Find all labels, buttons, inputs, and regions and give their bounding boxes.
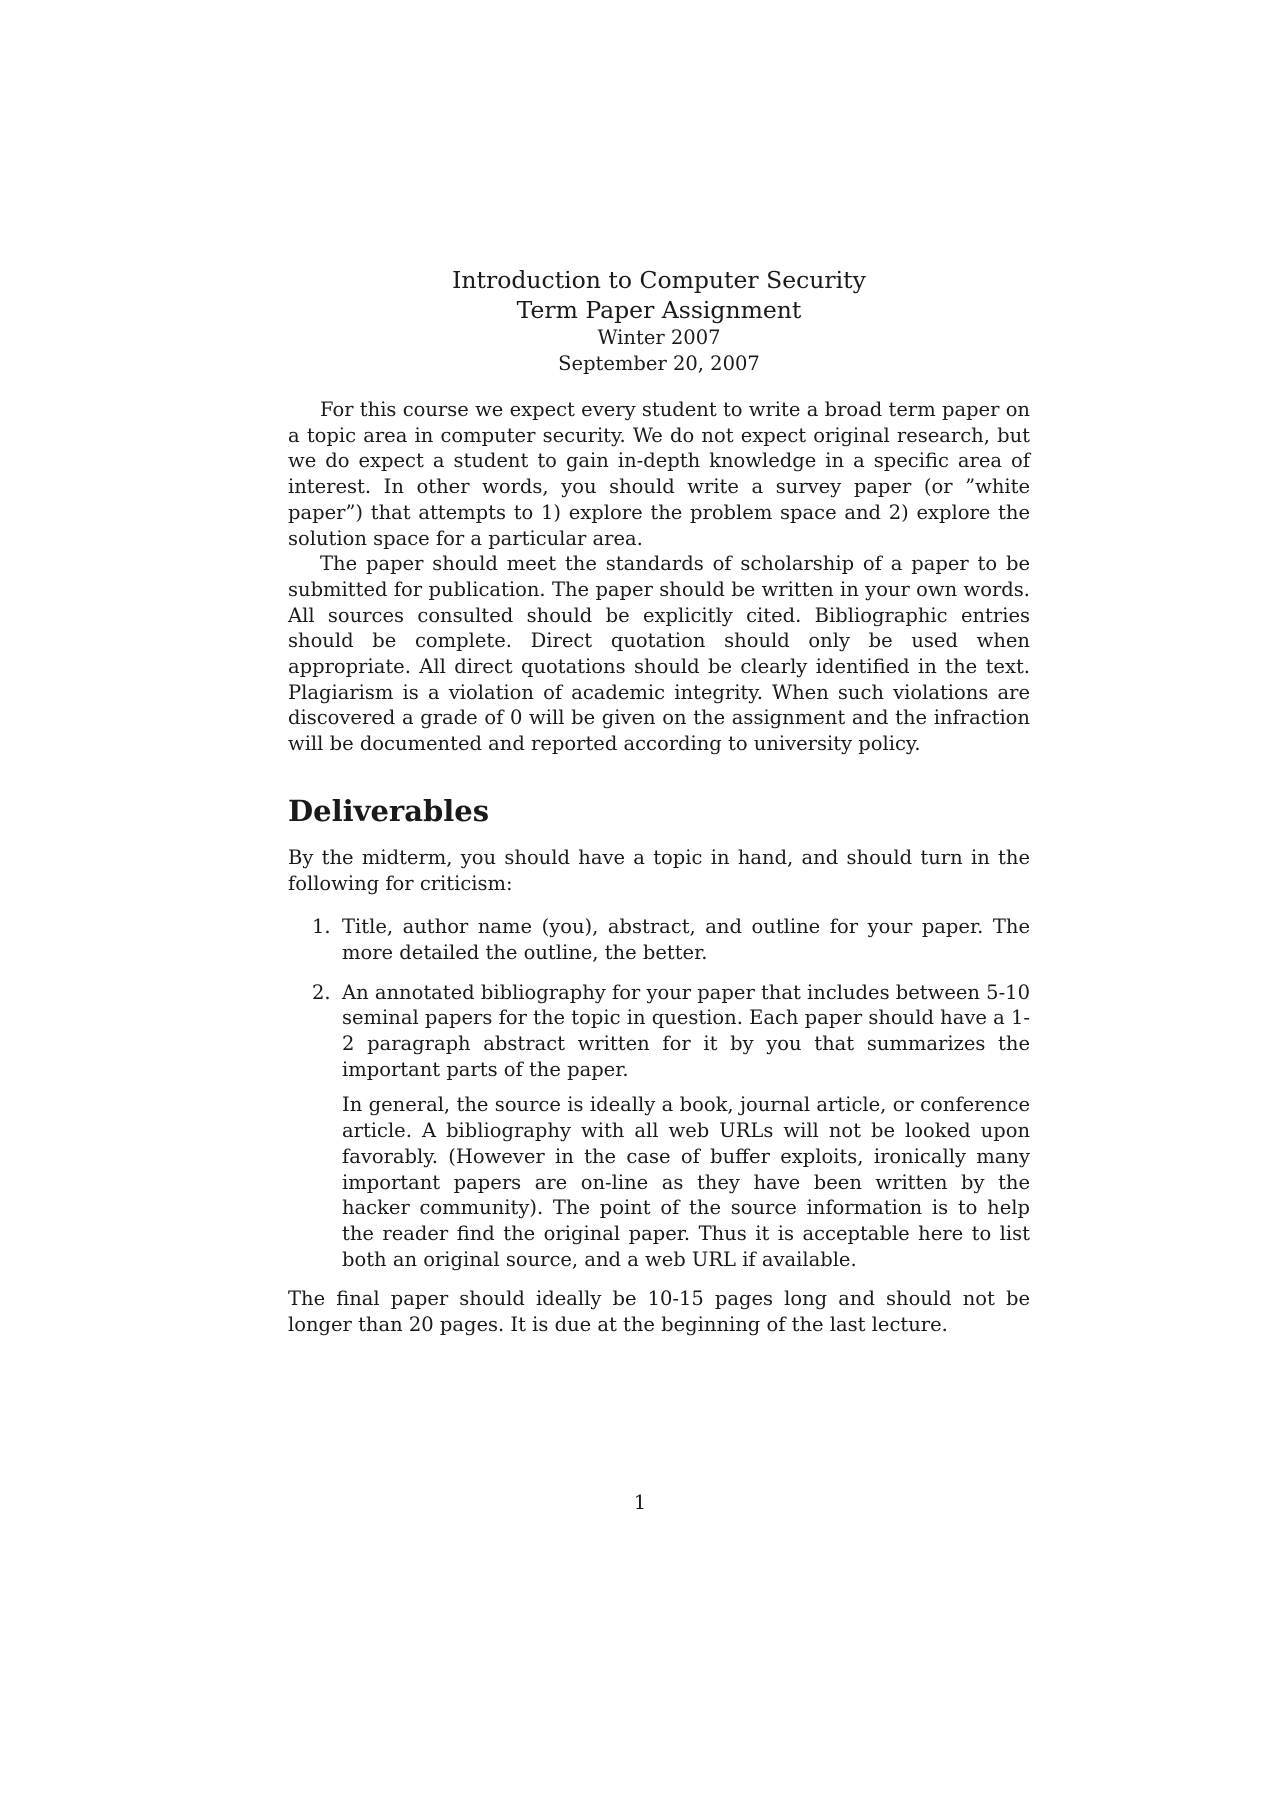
- list-item-subparagraph: In general, the source is ideally a book, journal article, or conference article. A bibliography with all web URLs will not be looked upon favorably. (However in the case of buffer exploits, ironically many important papers are on-line as they have been written by the hacker community). The point of the source information is to help the reader find the original paper. Thus it is acceptable here to list both an original source, and a web URL if available.: [342, 1093, 1030, 1271]
- list-item: [312, 980, 1030, 1273]
- date: September 20, 2007: [558, 352, 760, 375]
- list-item: [312, 914, 1030, 965]
- deliverables-list: [288, 914, 1030, 1272]
- page-number: 1: [633, 1491, 647, 1514]
- deliverables-lead: By the midterm, you should have a topic in hand, and should turn in the following for criticism:: [288, 845, 1030, 895]
- intro-paragraph-1: For this course we expect every student to write a broad term paper on a topic area in computer security. We do not expect original research, but we do expect a student to gain in-depth knowledge in a specific area of interest. In other words, you should write a survey paper (or ”white paper”) that attempts to 1) explore the problem space and 2) explore the solution space for a particular area.: [288, 398, 1030, 550]
- list-item-text: Title, author name (you), abstract, and outline for your paper. The more detailed the outline, the better.: [342, 915, 1030, 964]
- list-item-number: 1.: [312, 915, 331, 939]
- list-item-number: 2.: [312, 980, 331, 1004]
- closing-paragraph: The final paper should ideally be 10-15 pages long and should not be longer than 20 pages. It is due at the beginning of the last lecture.: [288, 1287, 1030, 1337]
- intro-paragraph-2: The paper should meet the standards of scholarship of a paper to be submitted for publication. The paper should be written in your own words. All sources consulted should be explicitly cited. Bibliographic entries should be complete. Direct quotation should only be used when appropriate. All direct quotations should be clearly identified in the text. Plagiarism is a violation of academic integrity. When such violations are discovered a grade of 0 will be given on the assignment and the infraction will be documented and reported according to university policy.: [288, 552, 1030, 756]
- text-block: [288, 265, 1030, 1338]
- section-heading-deliverables: Deliverables: [288, 793, 490, 828]
- term: Winter 2007: [597, 326, 721, 349]
- course-title: Introduction to Computer Security: [452, 266, 866, 294]
- title-block: [288, 265, 1030, 377]
- assignment-title: Term Paper Assignment: [516, 296, 802, 324]
- list-item-text: An annotated bibliography for your paper that includes between 5-10 seminal papers for the topic in question. Each paper should have a 1-2 paragraph abstract written for it by you that summarizes the important parts of the paper.: [342, 980, 1030, 1081]
